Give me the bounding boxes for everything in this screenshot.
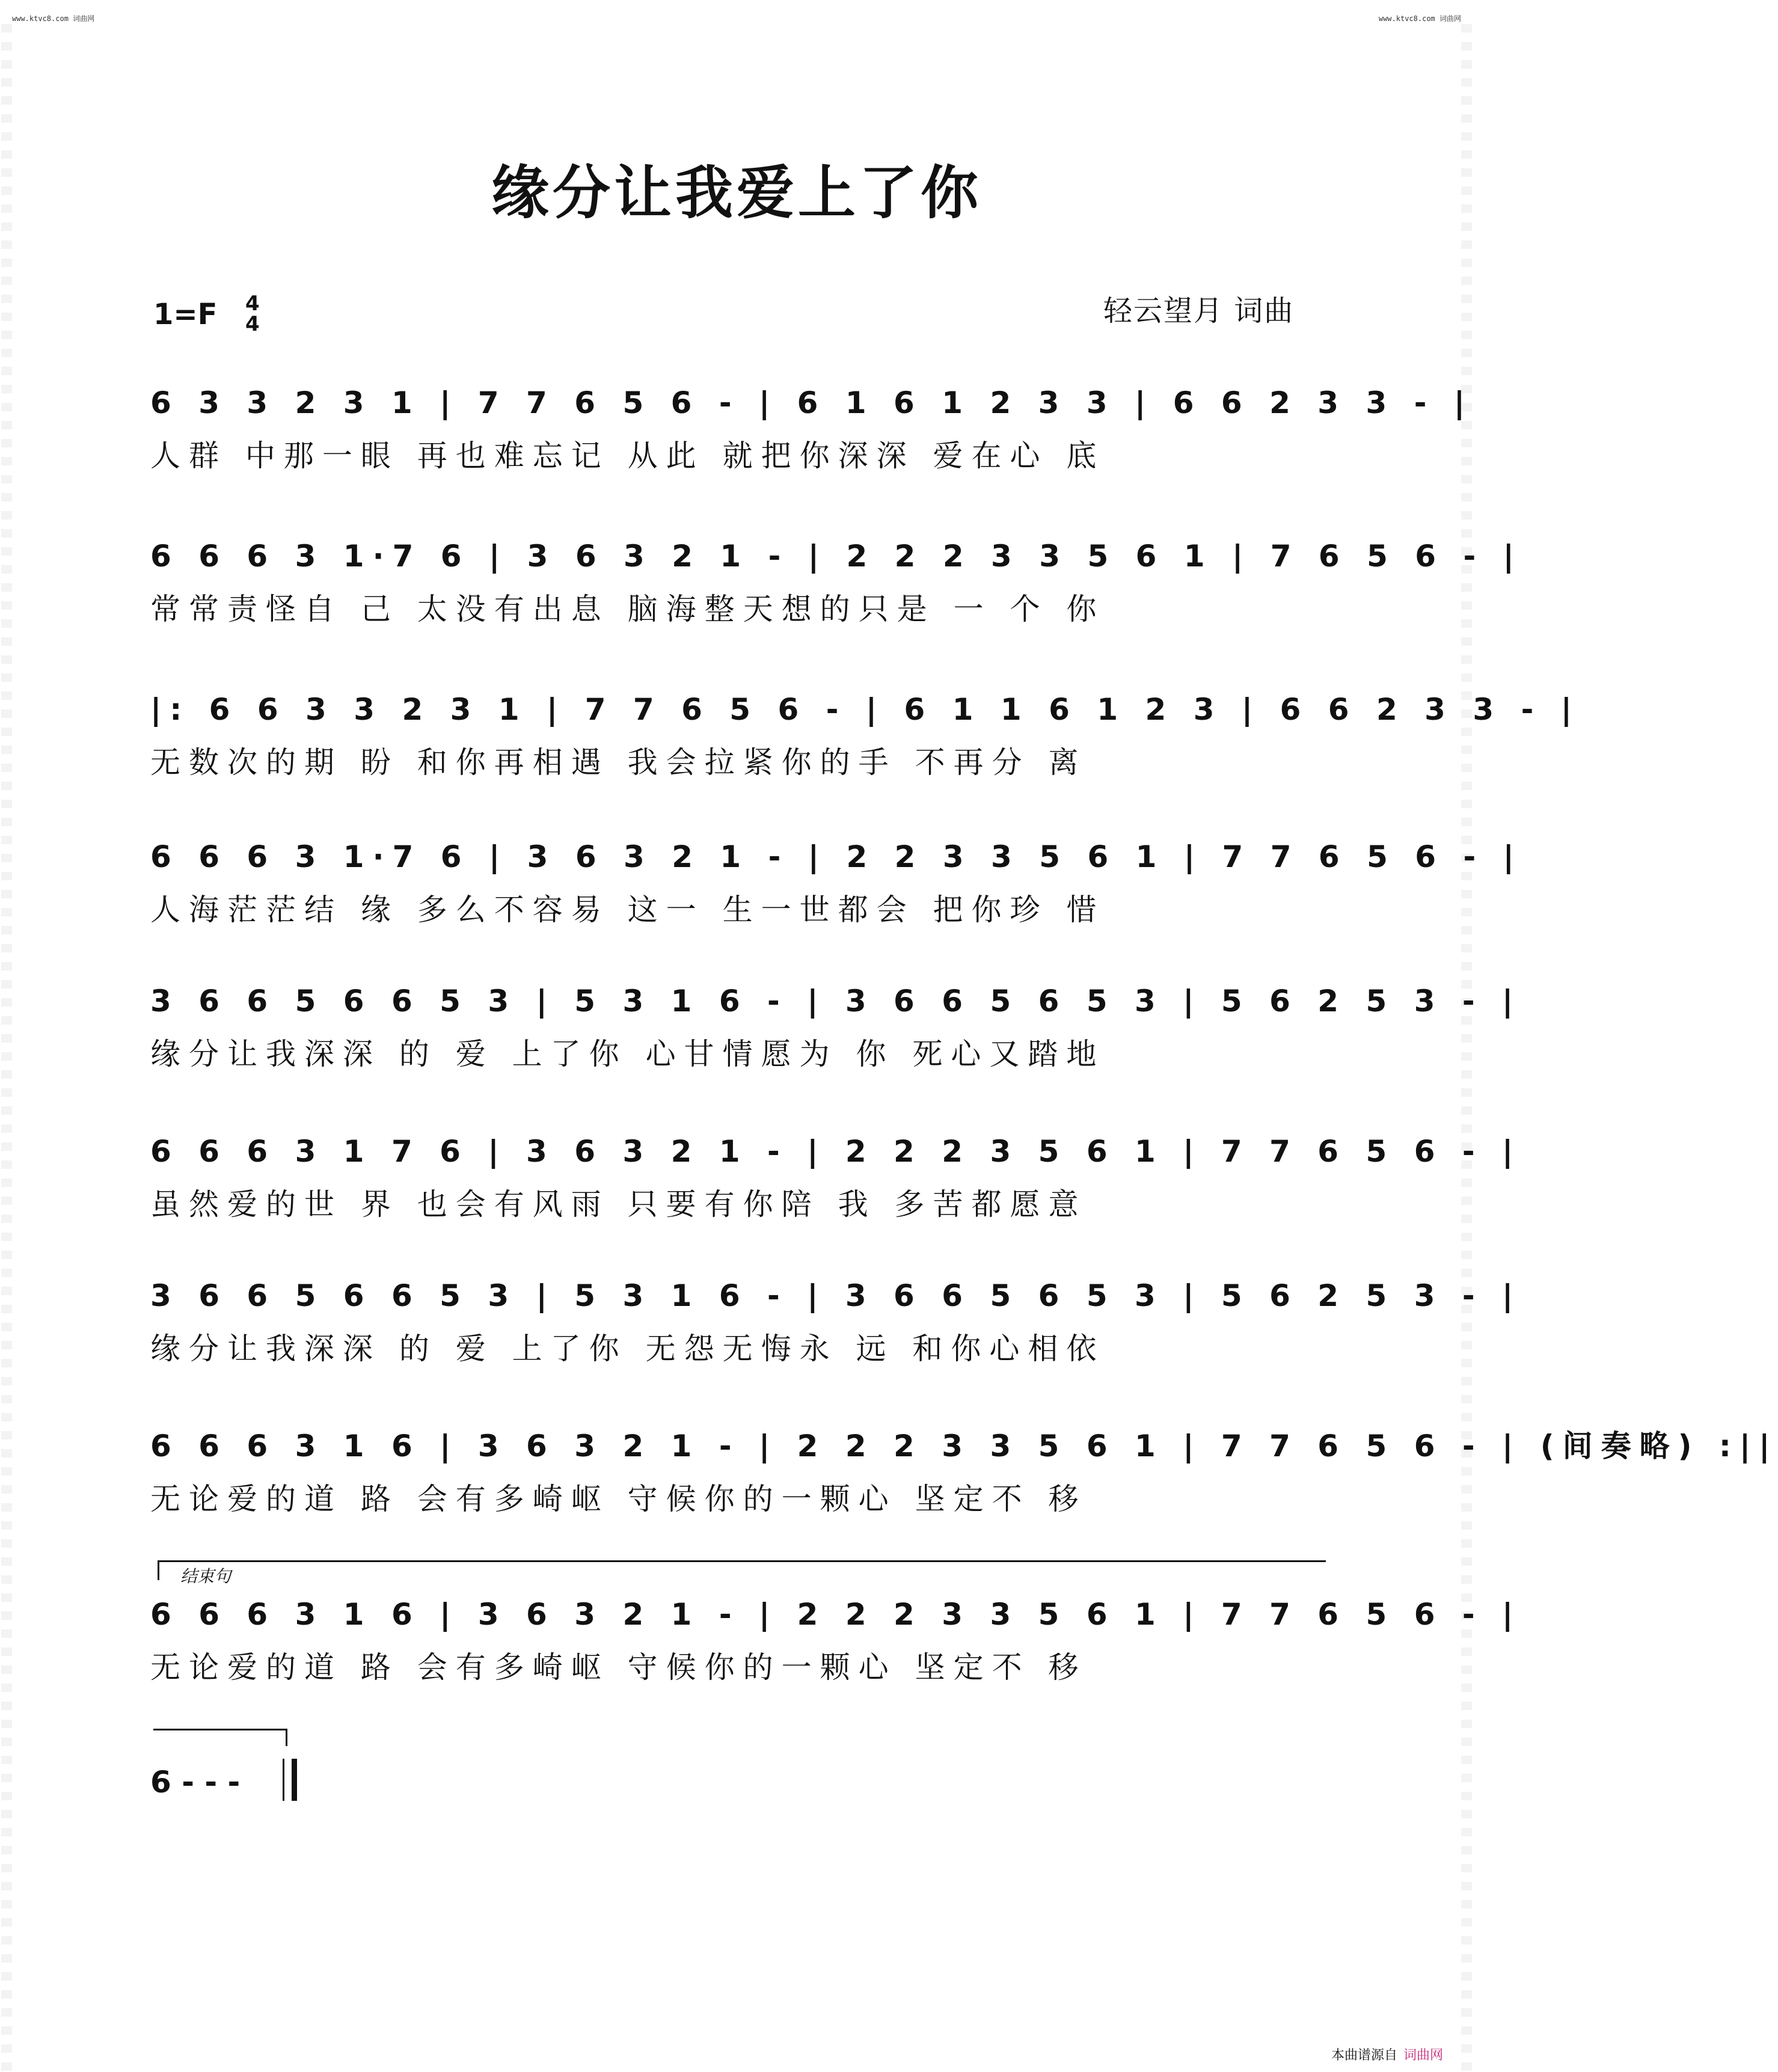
final-notes: 6 - - - [150, 1765, 241, 1800]
lyrics-row: 人海茫茫结 缘 多么不容易 这一 生一世都会 把你珍 惜 [150, 892, 1105, 927]
credit: 轻云望月 词曲 [1103, 294, 1295, 328]
lyrics-row: 缘分让我深深 的 爱 上了你 无怨无悔永 远 和你心相依 [150, 1331, 1105, 1366]
score-line [150, 691, 1580, 780]
notes-row: 6 6 6 3 1 7 6 | 3 6 3 2 1 - | 2 2 2 3 5 6 1 | 7 7 6 5 6 - | [150, 1134, 1522, 1169]
notes-row: 6 3 3 2 3 1 | 7 7 6 5 6 - | 6 1 6 1 2 3 3 | 6 6 2 3 3 - | [150, 385, 1474, 420]
score-line [150, 983, 1522, 1071]
meter-top: 4 [245, 292, 260, 316]
song-title: 缘分让我爱上了你 [491, 159, 982, 227]
lyrics-row: 无数次的期 盼 和你再相遇 我会拉紧你的手 不再分 离 [150, 745, 1087, 780]
score-line [150, 1428, 1778, 1516]
footer [1331, 2045, 1443, 2064]
site-url-right: www.ktvc8.com 词曲网 [1378, 14, 1461, 23]
lyrics-row: 常常责怪自 己 太没有出息 脑海整天想的只是 一 个 你 [150, 592, 1105, 627]
notes-row: 6 6 6 3 1·7 6 | 3 6 3 2 1 - | 2 2 2 3 3 5 6 1 | 7 6 5 6 - | [150, 539, 1522, 574]
ending-label: 结束句 [180, 1566, 231, 1586]
lyrics-row: 缘分让我深深 的 爱 上了你 心甘情愿为 你 死心又踏地 [150, 1037, 1105, 1071]
score-line [150, 1596, 1522, 1685]
final-bracket [153, 1729, 287, 1746]
footer-brand: 词曲网 [1403, 2048, 1443, 2063]
meter-bottom: 4 [245, 312, 260, 336]
lyrics-row: 人群 中那一眼 再也难忘记 从此 就把你深深 爱在心 底 [150, 438, 1105, 473]
score-line [150, 1133, 1522, 1222]
lyrics-row: 虽然爱的世 界 也会有风雨 只要有你陪 我 多苦都愿意 [150, 1187, 1087, 1222]
notes-row: |: 6 6 3 3 2 3 1 | 7 7 6 5 6 - | 6 1 1 6 1 2 3 | 6 6 2 3 3 - | [150, 692, 1580, 727]
score-line [150, 1278, 1522, 1366]
notes-row: 6 6 6 3 1·7 6 | 3 6 3 2 1 - | 2 2 3 3 5 6 1 | 7 7 6 5 6 - | [150, 839, 1522, 874]
footer-source: 本曲谱源自 [1331, 2048, 1397, 2063]
ending-bracket [158, 1560, 1326, 1580]
left-watermark-strip [1, 24, 12, 2072]
final-barline [283, 1759, 297, 1801]
notes-row: 6 6 6 3 1 6 | 3 6 3 2 1 - | 2 2 2 3 3 5 6 1 | 7 7 6 5 6 - | [150, 1597, 1522, 1632]
site-url-left: www.ktvc8.com 词曲网 [12, 14, 95, 23]
notes-row: 3 6 6 5 6 6 5 3 | 5 3 1 6 - | 3 6 6 5 6 5 3 | 5 6 2 5 3 - | [150, 984, 1522, 1019]
score-line [150, 385, 1474, 473]
score-line [150, 839, 1522, 927]
key-signature: 1=F [153, 298, 218, 331]
notes-row: 6 6 6 3 1 6 | 3 6 3 2 1 - | 2 2 2 3 3 5 6 1 | 7 7 6 5 6 - | (间奏略) :|| [150, 1429, 1778, 1464]
right-watermark-strip [1461, 24, 1472, 2072]
lyrics-row: 无论爱的道 路 会有多崎岖 守候你的一颗心 坚定不 移 [150, 1650, 1087, 1685]
time-signature [245, 293, 260, 334]
score-line [150, 538, 1522, 627]
notes-row: 3 6 6 5 6 6 5 3 | 5 3 1 6 - | 3 6 6 5 6 5 3 | 5 6 2 5 3 - | [150, 1278, 1522, 1313]
lyrics-row: 无论爱的道 路 会有多崎岖 守候你的一颗心 坚定不 移 [150, 1482, 1087, 1516]
